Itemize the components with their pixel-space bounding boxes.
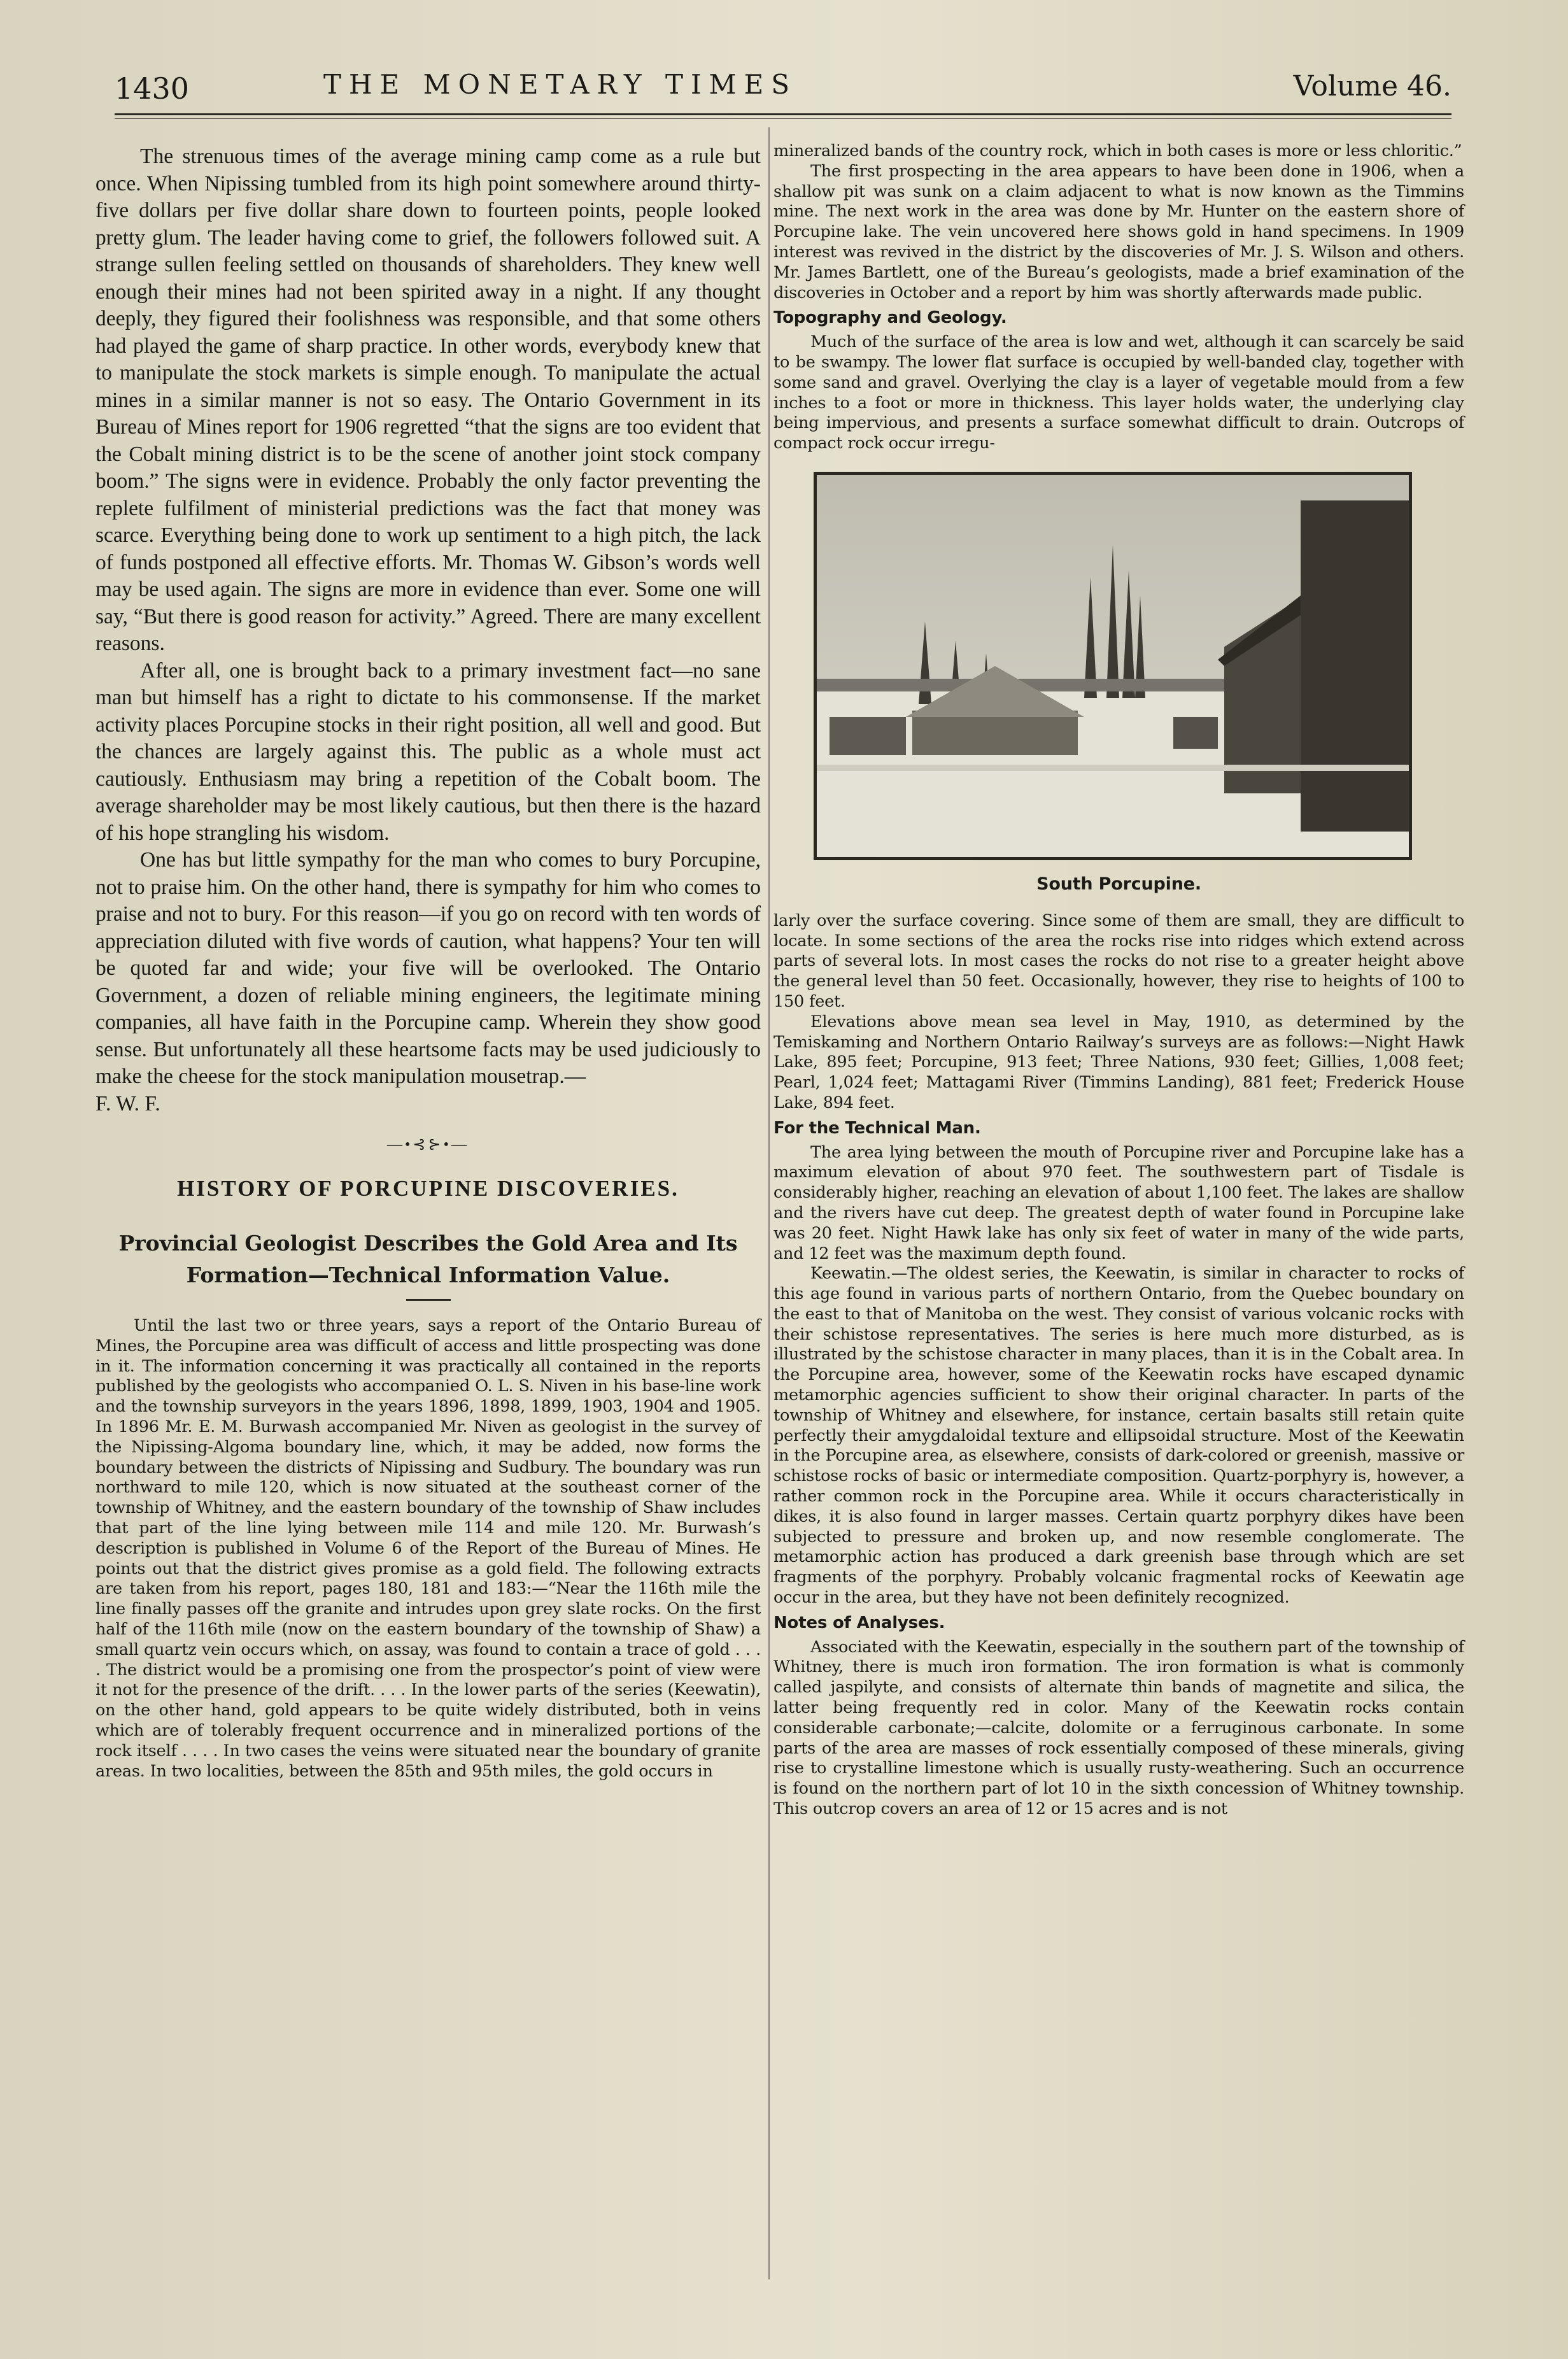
topography-heading: Topography and Geology. <box>773 308 1007 328</box>
page-number: 1430 <box>115 71 190 106</box>
left-column <box>95 143 761 1782</box>
analyses-paragraph: Associated with the Keewatin, especially in the southern part of the township of Whitney, there is much iron formation. The iron formation is what is commonly called jaspilyte, and consists of alternate thin bands of magnetite and silica, the latter being frequently red in color. Many of the Keewatin rocks contain considerable carbonate;—calcite, dolomite or a ferruginous carbonate. In some parts of the area are masses of rock essentially composed of these minerals, giving rise to crystalline limestone which is usually rusty-weathering. Such an occurrence is found on the northern part of lot 10 in the sixth concession of Whitney township. This outcrop covers an area of 12 or 15 acres and is not <box>773 1637 1464 1819</box>
subtitle-rule <box>406 1299 451 1301</box>
right-column <box>773 141 1464 1820</box>
photo-illustration <box>817 475 1409 857</box>
header-rule <box>115 113 1451 119</box>
journal-title: THE MONETARY TIMES <box>323 69 797 100</box>
editorial-paragraph-2: After all, one is brought back to a primary investment fact—no sane man but himself has a right to dictate to his commonsense. If the market activity places Porcupine stocks in their right position, all well and good. But the chances are largely against this. The public as a whole must act cautiously. Enthusiasm may bring a repetition of the Cobalt boom. The average shareholder may be most likely cautious, but then there is the hazard of his hope strangling his wisdom. <box>95 658 761 845</box>
elevations-paragraph: Elevations above mean sea level in May, 1910, as determined by the Temiskaming and Northern Ontario Railway’s surveys are as follows:—Night Hawk Lake, 895 feet; Porcupine, 913 feet; Three Nations, 930 feet; Gillies, 1,008 feet; Pearl, 1,024 feet; Mattagami River (Timmins Landing), 881 feet; Frederick House Lake, 894 feet. <box>773 1012 1464 1112</box>
prospecting-paragraph: The first prospecting in the area appears to have been done in 1906, when a shallow pit was sunk on a claim adjacent to what is now known as the Timmins mine. The next work in the area was done by Mr. Hunter on the eastern shore of Porcupine lake. The vein uncovered here shows gold in hand specimens. In 1909 interest was revived in the district by the discoveries of Mr. J. S. Wilson and others. Mr. James Bartlett, one of the Bureau’s geologists, made a brief examination of the discoveries in October and a report by him was shortly afterwards made public. <box>773 161 1464 302</box>
column-divider <box>768 127 770 2279</box>
editorial-paragraph-1: The strenuous times of the average mining camp come as a rule but once. When Nipissing tumbled from its high point somewhere around thirty-five dollars per five dollar share down to fourteen points, people looked pretty glum. The leader having come to grief, the followers followed suit. A strange sullen feeling settled on thousands of shareholders. They knew well enough their mines had not been spirited away in a night. If any thought deeply, they figured their foolishness was responsible, and that some others had played the game of sharp practice. In other words, everybody knew that to manipulate the stock markets is simple enough. To manipulate the actual mines in a similar manner is not so easy. The Ontario Government in its Bureau of Mines report for 1906 regretted “that the signs are too evident that the Cobalt mining district is to be the scene of another joint stock company boom.” The signs were in evidence. Probably the only factor preventing the replete fulfilment of ministerial predictions was the fact that money was scarce. Everything being done to work up sentiment to a high pitch, the lack of funds postponed all effective efforts. Mr. Thomas W. Gibson’s words well may be used again. The signs are more in evidence than ever. Some one will say, “But there is good reason for activity.” Agreed. There are many excellent reasons. <box>95 145 761 655</box>
photo-caption: South Porcupine. <box>1036 874 1201 894</box>
article-paragraph-1: Until the last two or three years, says a report of the Ontario Bureau of Mines, the Porcupine area was difficult of access and little prospecting was done in it. The information concerning it was practically all contained in the reports published by the geologists who accompanied O. L. S. Niven in his base-line work and the township surveyors in the years 1896, 1898, 1899, 1903, 1904 and 1905. In 1896 Mr. E. M. Burwash accompanied Mr. Niven as geologist in the survey of the Nipissing-Algoma boundary line, which, it may be added, now forms the boundary between the districts of Nipissing and Sudbury. The boundary was run northward to mile 120, which is now situated at the southeast corner of the township of Whitney, and the eastern boundary of the township of Shaw includes that part of the line lying between mile 114 and mile 120. Mr. Burwash’s description is published in Volume 6 of the Report of the Bureau of Mines. He points out that the district gives promise as a gold field. The following extracts are taken from his report, pages 180, 181 and 183:—“Near the 116th mile the line finally passes off the granite and intrudes upon grey slate rocks. On the first half of the 116th mile (now on the eastern boundary of the township of Shaw) a small quartz vein occurs which, on assay, was found to contain a trace of gold . . . . The district would be a promising one from the prospector’s point of view were it not for the presence of the drift. . . . In the lower parts of the series (Keewatin), on the other hand, gold appears to be quite widely distributed, both in veins which are of tolerably frequent occurrence and in mineralized portions of the rock itself . . . . In two cases the veins were situated near the boundary of granite areas. In two localities, between the 85th and 95th miles, the gold occurs in <box>95 1316 761 1781</box>
article-title: HISTORY OF PORCUPINE DISCOVERIES. <box>177 1175 679 1201</box>
page-header <box>115 64 1451 108</box>
article-body-left <box>95 1316 761 1782</box>
volume-label: Volume 46. <box>1293 70 1451 103</box>
quote-continuation: mineralized bands of the country rock, which in both cases is more or less chloritic.” <box>773 141 1462 160</box>
technical-heading: For the Technical Man. <box>773 1118 981 1138</box>
article-subtitle: Provincial Geologist Describes the Gold Area and Its Formation—Technical Information Value. <box>118 1231 738 1287</box>
analyses-heading: Notes of Analyses. <box>773 1613 945 1633</box>
topography-paragraph: Much of the surface of the area is low and wet, although it can scarcely be said to be swampy. The lower flat surface is occupied by well-banded clay, together with some sand and gravel. Overlying the clay is a layer of vegetable mould from a few inches to a foot or more in thickness. This layer holds water, the underlying clay being impervious, and presents a surface somewhat difficult to drain. Outcrops of compact rock occur irregu- <box>773 332 1464 453</box>
editorial-signature: F. W. F. <box>95 1091 160 1116</box>
section-ornament: —•⊰⊱•— <box>386 1137 470 1153</box>
south-porcupine-photo <box>814 472 1412 860</box>
keewatin-paragraph: Keewatin.—The oldest series, the Keewatin, is similar in character to rocks of this age found in various parts of northern Ontario, from the Quebec boundary on the east to that of Manitoba on the west. They consist of various volcanic rocks with their schistose representatives. The series is here much more disturbed, as is illustrated by the schistose character in many places, than it is in the Cobalt area. In the Porcupine area, however, some of the Keewatin rocks have escaped dynamic metamorphic agencies sufficient to show their original character. In parts of the township of Whitney and elsewhere, for instance, certain basalts still retain quite perfectly their amygdaloidal texture and ellipsoidal structure. Most of the Keewatin in the Porcupine area, as elsewhere, consists of dark-colored or greenish, massive or schistose rocks of basic or intermediate composition. Quartz-porphyry is, however, a rather common rock in the Porcupine area. While it occurs characteristically in dikes, it is also found in larger masses. Certain quartz porphyry dikes have been subjected to pressure and broken up, and now resemble conglomerate. The metamorphic action has produced a dark greenish base through which are set fragments of the porphyry. Probably volcanic fragmental rocks of Keewatin age occur in the area, but they have not been definitely recognized. <box>773 1264 1464 1608</box>
editorial-paragraph-3: One has but little sympathy for the man who comes to bury Porcupine, not to praise him. On the other hand, there is sympathy for him who comes to praise and not to bury. For this reason—if you go on record with ten words of appreciation diluted with five words of caution, what happens? Your ten will be quoted far and wide; your five will be overlooked. The Ontario Government, a dozen of reliable mining engineers, the legitimate mining companies, all have faith in the Porcupine camp. Wherein they show good sense. But unfortunately all these heartsome facts may be used judiciously to make the cheese for the stock manipulation mousetrap.— <box>95 848 761 1088</box>
surface-paragraph: larly over the surface covering. Since some of them are small, they are difficult to locate. In some sections of the area the rocks rise into ridges which extend across parts of several lots. In most cases the rocks do not rise to a greater height above the general level than 50 feet. Occasionally, however, they rise to heights of 100 to 150 feet. <box>773 910 1464 1011</box>
technical-paragraph: The area lying between the mouth of Porcupine river and Porcupine lake has a maximum elevation of about 970 feet. The southwestern part of Tisdale is considerably higher, reaching an elevation of about 1,100 feet. The lakes are shallow and the rivers have cut deep. The greatest depth of water found in Porcupine lake was 20 feet. Night Hawk lake has only six feet of water in many of the wide parts, and 12 feet was the maximum depth found. <box>773 1142 1464 1263</box>
photo-figure <box>814 472 1425 860</box>
